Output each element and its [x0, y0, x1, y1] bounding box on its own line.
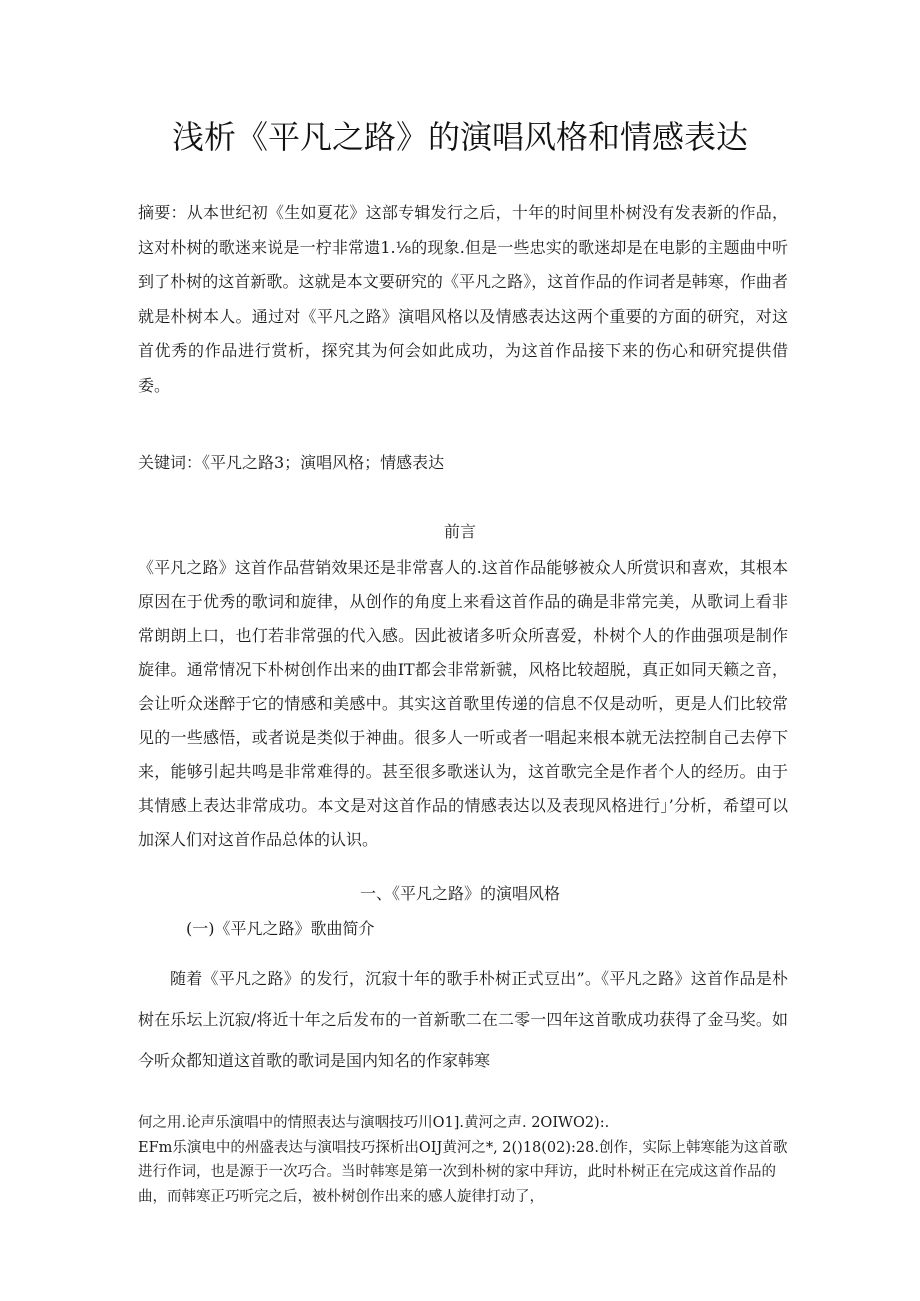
- document-title: 浅析《平凡之路》的演唱风格和情感表达: [171, 118, 748, 156]
- subsection-heading-song-intro: (一)《平凡之路》歌曲简介: [186, 919, 375, 938]
- abstract-paragraph: 摘要：从本世纪初《生如夏花》这部专辑发行之后，十年的时间里朴树没有发表新的作品，这对朴树的歌迷来说是一柠非常遗1.⅛的现象.但是一些忠实的歌迷却是在电影的主题曲中听到了朴树的这首新歌。这就是本文要研究的《平凡之路》，这首作品的作词者是韩寒，作曲者就是朴树本人。通过对《平凡之路》演唱风格以及情感表达这两个重要的方面的研究，对这首优秀的作品进行赏析，探究其为何会如此成功，为这首作品接下来的伤心和研究提供借委。: [138, 203, 788, 395]
- preface-heading: 前言: [443, 522, 476, 541]
- footnote-2: EFm乐演电中的州盛表达与演唱技巧探析出OIJ黄河之*, 2()18(02):28.创作，实际上韩寒能为这首歌进行作词，也是源于一次巧合。当时韩寒是第一次到朴树的家中拜访，此时朴树正在完成这首作品的曲，而韩寒正巧听完之后，被朴树创作出来的感人旋律打动了，: [138, 1139, 788, 1205]
- section-heading-singing-style: 一、《平凡之路》的演唱风格: [359, 884, 560, 903]
- footnote-1: 何之用.论声乐演唱中的情照表达与演咽技巧川O1].黄河之声. 2OIWO2):.: [138, 1115, 610, 1131]
- keywords-line: 关键词：《平凡之路3；演唱风格；情感表达: [138, 453, 445, 472]
- preface-paragraph: 《平凡之路》这首作品营销效果还是非常喜人的.这首作品能够被众人所赏识和喜欢，其根本原因在于优秀的歌词和旋律，从创作的角度上来看这首作品的确是非常完美，从歌词上看非常朗朗上口，也仃若非常强的代入感。因此被诸多听众所喜爱，朴树个人的作曲强项是制作旋律。通常情况下朴树创作出来的曲IT都会非常新虢，风格比较超脱，真正如同天籁之音，会让听众迷醉于它的情感和美感中。其实这首歌里传递的信息不仅是动听，更是人们比较常见的一些感悟，或者说是类似于神曲。很多人一听或者一唱起来根本就无法控制自己去停下来，能够引起共鸣是非常难得的。甚至很多歌迷认为，这首歌完全是作者个人的经历。由于其情感上表达非常成功。本文是对这首作品的情感表达以及表现风格进行」’分析，希望可以加深人们对这首作品总体的认识。: [138, 558, 788, 849]
- footnotes: [138, 1111, 788, 1209]
- song-intro-paragraph: 随着《平凡之路》的发行，沉寂十年的歌手朴树正式豆出”。《平凡之路》这首作品是朴树在乐坛上沉寂/将近十年之后发布的一首新歌二在二零一四年这首歌成功获得了金马奖。如今听众都知道这首歌的歌词是国内知名的作家韩寒: [138, 969, 788, 1070]
